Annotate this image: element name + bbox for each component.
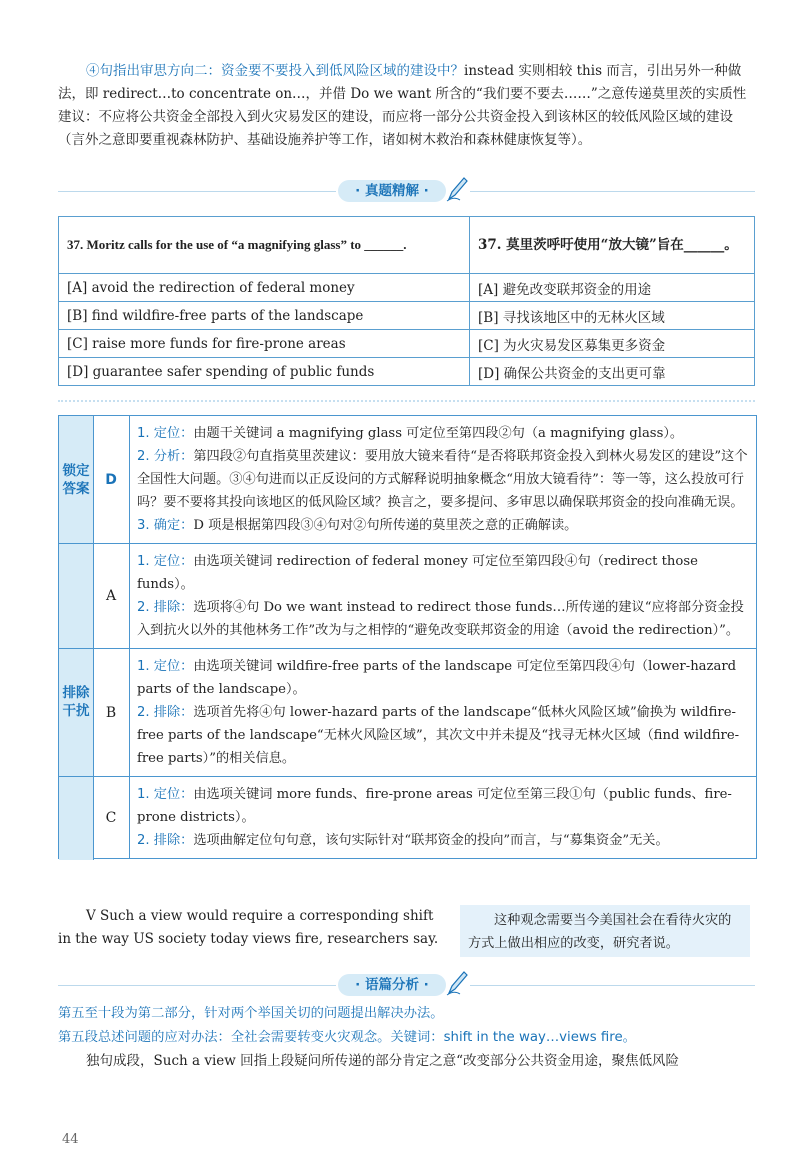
option-a-analysis	[59, 544, 756, 649]
option-row	[59, 358, 755, 386]
banner-zhenti	[0, 178, 800, 206]
banner-yupian-title: · 语篇分析 ·	[338, 974, 446, 996]
question-stem-zh: 37. 莫里茨呼吁使用“放大镜”旨在______。	[470, 217, 755, 274]
option-a-zh: [A] 避免改变联邦资金的用途	[470, 274, 755, 302]
banner-yupian	[0, 972, 800, 1000]
question-stem-en: 37. Moritz calls for the use of “a magnifying glass” to ______.	[59, 217, 470, 274]
option-b-letter: B	[93, 649, 130, 776]
paragraph-5-en: Ⅴ Such a view would require a corresponding shift in the way US society today views fire, researchers say.	[58, 908, 439, 947]
banner-zhenti-title: · 真题精解 ·	[338, 180, 446, 202]
option-b-zh: [B] 寻找该地区中的无林火区域	[470, 302, 755, 330]
answer-line: 2. 分析：第四段②句直指莫里茨建议：要用放大镜来看待“是否将联邦资金投入到林火易发区的建设”这个全国性大问题。③④句进而以正反设问的方式解释说明抽象概念“用放大镜看待”：等一等，这么投放可行吗？要不要将其投向该地区的低风险区域？换言之，要多提问、多审思以确保联邦资金的投向准确无误。	[137, 449, 748, 510]
option-c-en: [C] raise more funds for fire-prone areas	[59, 330, 470, 358]
question-table	[58, 216, 755, 386]
intro-rest: instead 实则相较 this 而言，引出另外一种做法，即 redirect…to concentrate on…，并借 Do we want 所含的“我们要不要去……”之意传递莫里茨的实质性建议：不应将公共资金全部投入到火灾易发区的建设，而应将一部分公共资金投入到该林区的较低风险区域的建设（言外之意即要重视森林防护、基础设施养护等工作，诸如树木救治和森林健康恢复等）。	[58, 63, 747, 148]
answer-line: 1. 定位：由题干关键词 a magnifying glass 可定位至第四段②句（a magnifying glass）。	[137, 426, 684, 441]
answer-line: 3. 确定：D 项是根据第四段③④句对②句所传递的莫里茨之意的正确解读。	[137, 518, 578, 533]
analysis-box	[58, 415, 757, 859]
page-number: 44	[62, 1132, 79, 1147]
option-b-en: [B] find wildfire-free parts of the landscape	[59, 302, 470, 330]
option-b-body: 1. 定位：由选项关键词 wildfire-free parts of the landscape 可定位至第四段④句（lower-hazard parts of the landscape）。 2. 排除：选项首先将④句 lower-hazard parts of the landscape“低林火风险区域”偷换为 wildfire-free parts of the landscape“无林火风险区域”，其次文中并未提及“找寻无林火区域（find wildfire-free parts）”的相关信息。	[137, 659, 740, 766]
discourse-line-2: 第五段总述问题的应对办法：全社会需要转变火灾观念。关键词：shift in the way…views fire。	[58, 1030, 636, 1045]
option-row	[59, 302, 755, 330]
pen-icon	[446, 176, 468, 202]
discourse-line-1: 第五至十段为第二部分，针对两个举国关切的问题提出解决办法。	[58, 1006, 444, 1021]
answer-row	[59, 416, 756, 544]
option-a-en: [A] avoid the redirection of federal money	[59, 274, 470, 302]
option-row	[59, 274, 755, 302]
answer-letter: D	[93, 416, 130, 543]
intro-paragraph	[58, 60, 753, 152]
option-b-analysis	[59, 649, 756, 777]
option-a-body: 1. 定位：由选项关键词 redirection of federal money 可定位至第四段④句（redirect those funds）。 2. 排除：选项将④句 Do we want instead to redirect those funds…所传递的建议“应将部分资金投入到抗火以外的其他林务工作”改为与之相悖的“避免改变联邦资金的用途（avoid the redirection）”。	[137, 554, 744, 638]
option-c-body: 1. 定位：由选项关键词 more funds、fire-prone areas 可定位至第三段①句（public funds、fire-prone districts）。 2. 排除：选项曲解定位句句意，该句实际针对“联邦资金的投向”而言，与“募集资金”无关。	[137, 787, 732, 848]
exclude-label: 排除干扰	[59, 544, 94, 860]
option-d-zh: [D] 确保公共资金的支出更可靠	[470, 358, 755, 386]
option-row	[59, 330, 755, 358]
divider	[58, 400, 755, 402]
question-stem-row	[59, 217, 755, 274]
option-d-en: [D] guarantee safer spending of public funds	[59, 358, 470, 386]
option-c-zh: [C] 为火灾易发区募集更多资金	[470, 330, 755, 358]
option-c-analysis	[59, 777, 756, 858]
answer-body	[129, 416, 756, 543]
intro-lead: ④句指出审思方向二：资金要不要投入到低风险区域的建设中？	[86, 63, 464, 79]
option-a-letter: A	[93, 544, 130, 648]
paragraph-5-zh: 这种观念需要当今美国社会在看待火灾的方式上做出相应的改变，研究者说。	[460, 905, 750, 957]
lock-answer-label: 锁定答案	[59, 416, 94, 544]
pen-icon	[446, 970, 468, 996]
discourse-line-3: 独句成段，Such a view 回指上段疑问所传递的部分肯定之意“改变部分公共资金用途，聚焦低风险	[86, 1053, 680, 1069]
option-c-letter: C	[93, 777, 130, 858]
